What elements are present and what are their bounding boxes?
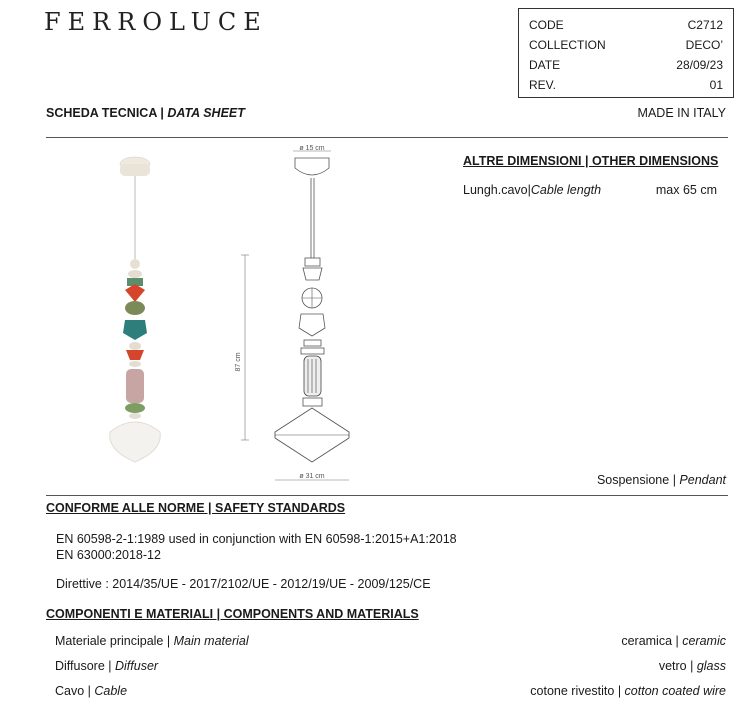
- component-label-en: Diffuser: [115, 659, 159, 673]
- code-value: C2712: [687, 18, 723, 32]
- directives-line: Direttive : 2014/35/UE - 2017/2102/UE - 2012/19/UE - 2009/125/CE: [56, 577, 431, 591]
- cable-length-value: max 65 cm: [655, 183, 717, 197]
- component-value-it: cotone rivestito |: [530, 684, 625, 698]
- fixture-type: [597, 473, 726, 487]
- component-label: [55, 684, 127, 698]
- collection-row: [529, 35, 723, 55]
- component-label-en: Main material: [173, 634, 249, 648]
- safety-standard-line-2: EN 63000:2018-12: [56, 548, 161, 562]
- component-label: [55, 634, 249, 648]
- rev-label: REV.: [529, 78, 556, 92]
- cable-label-it: Lungh.cavo|: [463, 183, 531, 197]
- component-value: [530, 684, 726, 698]
- components-title: COMPONENTI E MATERIALI | COMPONENTS AND MATERIALS: [46, 607, 419, 621]
- component-value: [659, 659, 726, 673]
- top-diameter-label: ø 15 cm: [299, 145, 325, 152]
- component-row-main-material: [55, 634, 726, 648]
- header-divider: [46, 137, 728, 138]
- brand-logo: FERROLUCE: [44, 8, 268, 36]
- component-label-it: Cavo |: [55, 684, 95, 698]
- safety-standard-line-1: EN 60598-2-1:1989 used in conjunction with EN 60598-1:2015+A1:2018: [56, 532, 457, 546]
- technical-drawing: [225, 140, 405, 490]
- collection-value: DECO’: [685, 38, 723, 52]
- component-value-en: glass: [696, 659, 726, 673]
- component-value: [621, 634, 726, 648]
- component-value-en: ceramic: [682, 634, 726, 648]
- other-dimensions-title: ALTRE DIMENSIONI | OTHER DIMENSIONS: [463, 154, 719, 168]
- sheet-title: [46, 106, 245, 120]
- component-label: [55, 659, 158, 673]
- safety-standards-title: CONFORME ALLE NORME | SAFETY STANDARDS: [46, 501, 346, 515]
- component-row-diffuser: [55, 659, 726, 673]
- sheet-title-en: DATA SHEET: [167, 106, 245, 120]
- date-value: 28/09/23: [676, 58, 723, 72]
- code-row: [529, 15, 723, 35]
- collection-label: COLLECTION: [529, 38, 606, 52]
- component-label-en: Cable: [94, 684, 128, 698]
- cable-length-label: [463, 183, 601, 197]
- fixture-type-en: Pendant: [679, 473, 726, 487]
- made-in-italy: MADE IN ITALY: [637, 106, 726, 120]
- component-row-cable: [55, 684, 726, 698]
- bottom-diameter-label: ø 31 cm: [299, 473, 325, 480]
- fixture-type-it: Sospensione |: [596, 473, 680, 487]
- height-label: 87 cm: [235, 352, 242, 372]
- rev-row: [529, 75, 723, 95]
- product-photo: [95, 150, 190, 480]
- sheet-title-it: SCHEDA TECNICA |: [46, 106, 168, 120]
- component-value-it: ceramica |: [621, 634, 683, 648]
- component-label-it: Materiale principale |: [55, 634, 174, 648]
- date-row: [529, 55, 723, 75]
- component-value-it: vetro |: [658, 659, 697, 673]
- date-label: DATE: [529, 58, 561, 72]
- component-value-en: cotton coated wire: [624, 684, 726, 698]
- code-label: CODE: [529, 18, 564, 32]
- cable-length-row: [463, 183, 721, 197]
- safety-divider: [46, 495, 728, 496]
- code-box: [518, 8, 734, 98]
- rev-value: 01: [709, 78, 723, 92]
- component-label-it: Diffusore |: [55, 659, 115, 673]
- cable-label-en: Cable length: [530, 183, 602, 197]
